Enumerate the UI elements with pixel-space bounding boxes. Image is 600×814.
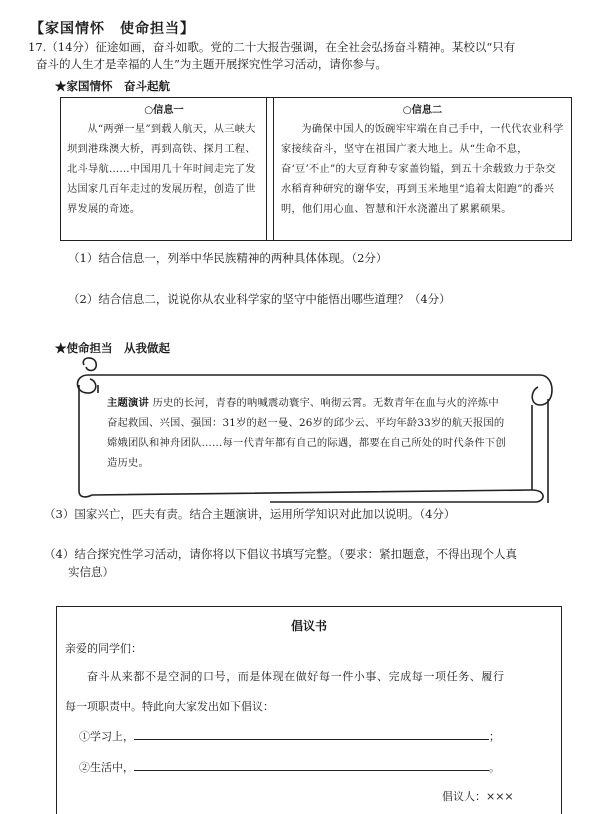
question-stem-line-2: 奋斗的人生才是幸福的人生”为主题开展探究性学习活动，请你参与。 <box>36 57 387 71</box>
life-label: ②生活中， <box>79 761 134 774</box>
info1-text: 从“两弹一星”到载人航天，从三峡大坝到港珠澳大桥，再到高铁、探月工程、北斗导航……中国用几十年时间走完了发达国家几百年走过的发展历程，创造了世界发展的奇迹。 <box>67 124 256 215</box>
speech-label: 主题演讲 <box>107 397 149 409</box>
question-1: （1）结合信息一，列举中华民族精神的两种具体体现。（2分） <box>68 251 388 265</box>
proposal-letter <box>56 606 562 814</box>
letter-greeting: 亲爱的同学们： <box>65 642 142 655</box>
question-4-line-2: 实信息） <box>68 565 114 579</box>
letter-title: 倡议书 <box>290 619 327 633</box>
study-answer-blank[interactable] <box>134 727 489 740</box>
question-4-line-1: （4）结合探究性学习活动，请你将以下倡议书填写完整。（要求：紧扣题意，不得出现个人真 <box>44 547 518 561</box>
question-stem-line-1: 17.（14分）征途如画，奋斗如歌。党的二十大报告强调，在全社会弘扬奋斗精神。某校以“只有 <box>28 40 516 54</box>
life-end-mark: 。 <box>489 761 500 774</box>
part2-heading: ★使命担当 从我做起 <box>55 341 170 355</box>
info2-title: ○信息二 <box>402 104 443 116</box>
study-label: ①学习上， <box>79 730 134 743</box>
info1-cell <box>67 100 261 220</box>
info2-cell <box>281 100 564 220</box>
letter-body-line-2: 每一项职责中。特此向大家发出如下倡议： <box>65 700 274 713</box>
part1-heading: ★家国情怀 奋斗起航 <box>55 79 170 93</box>
letter-signature: 倡议人：××× <box>442 790 514 803</box>
question-2: （2）结合信息二，说说你从农业科学家的坚守中能悟出哪些道理？（4分） <box>68 292 451 306</box>
info2-text: 为确保中国人的饭碗牢牢端在自己手中，一代代农业科学家接续奋斗，坚守在祖国广袤大地上。从“生命不息，奋‘豆’不止”的大豆育种专家盖钧镒，到五十余载致力于杂交水稻育种研究的谢华安，再到玉米地里“追着太阳跑”的番兴明，他们用心血、智慧和汗水浇灌出了累累硕果。 <box>281 124 564 215</box>
letter-item-life <box>79 758 500 775</box>
info-table <box>60 97 572 241</box>
info1-title: ○信息一 <box>144 104 184 116</box>
letter-item-study <box>79 727 500 744</box>
table-divider <box>266 98 274 240</box>
study-end-mark: ； <box>489 730 500 743</box>
speech-block <box>107 393 507 473</box>
question-3: （3）国家兴亡，匹夫有责。结合主题演讲，运用所学知识对此加以说明。（4分） <box>44 507 456 521</box>
life-answer-blank[interactable] <box>134 758 489 771</box>
speech-text: 历史的长河，青春的呐喊震动寰宇、响彻云霄。无数青年在血与火的淬炼中奋起救国、兴国、强国：31岁的赵一曼、26岁的邱少云、平均年龄33岁的航天报国的嫦娥团队和神舟团队……每一代青年都有自己的际遇，都要在自己所处的时代条件下创造历史。 <box>107 397 506 469</box>
letter-body-line-1: 奋斗从来都不是空洞的口号，而是体现在做好每一件小事、完成每一项任务、履行 <box>87 670 505 683</box>
section-title: 【家国情怀 使命担当】 <box>30 21 195 37</box>
